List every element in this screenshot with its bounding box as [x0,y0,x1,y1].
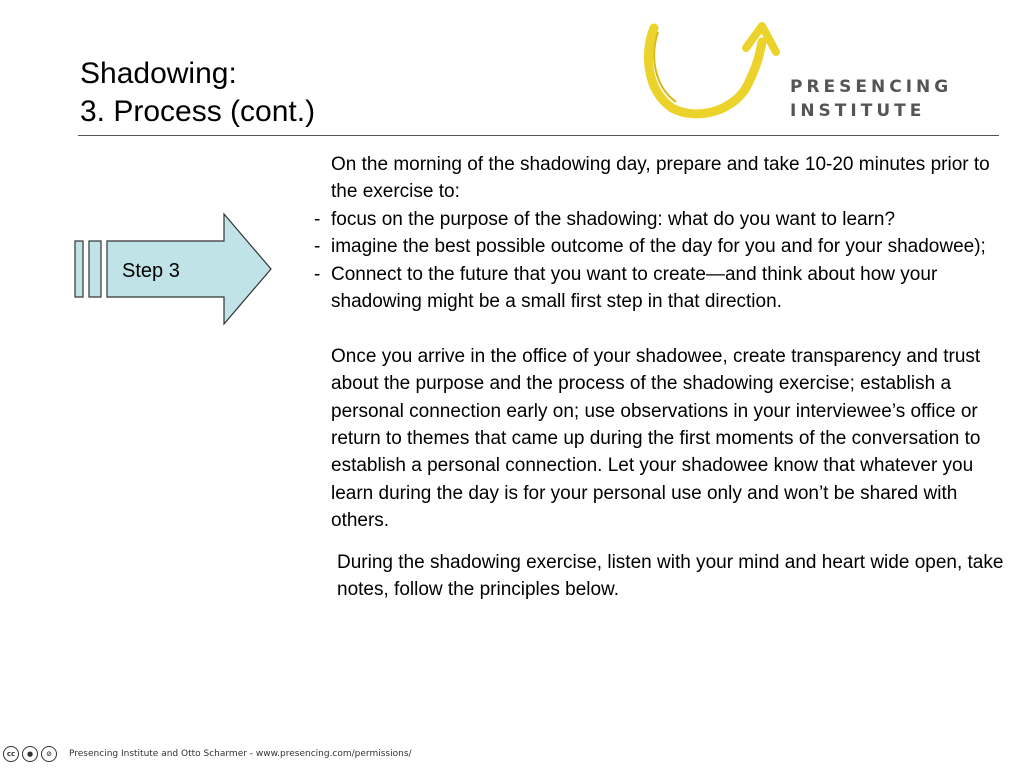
step-label: Step 3 [122,260,180,282]
license-footer [0,744,412,764]
exercise-paragraph: During the shadowing exercise, listen with your mind and heart wide open, take notes, follow the principles below. [337,551,1004,601]
arrival-paragraph: Once you arrive in the office of your shadowee, create transparency and trust about the purpose and the process of the shadowing exercise; establish a personal connection early on; use observations in your interviewee’s office or return to themes that came up during the first moments of the conversation to establish a personal connection. Let your shadowee know that whatever you learn during the day is for your personal use only and won’t be shared with others. [331,345,981,532]
title-divider [78,135,999,136]
content-body [314,151,1004,603]
bullet-dash: - [314,263,321,285]
paragraph-gap [314,315,1004,342]
bullet-dash: - [314,236,321,258]
by-icon: ● [22,746,38,762]
intro-paragraph: On the morning of the shadowing day, prepare and take 10-20 minutes prior to the exercise to: [331,154,990,203]
list-item [314,261,1004,316]
u-arrow-logo-icon [636,22,786,126]
logo-wordmark [790,75,952,123]
logo-line-1: PRESENCING [790,77,953,97]
presencing-institute-logo [636,22,976,126]
list-item-text: imagine the best possible outcome of the day for you and for your shadowee); [331,236,986,258]
logo-line-2: INSTITUTE [790,101,926,121]
nc-icon: ⊘ [41,746,57,762]
title-line-2: 3. Process (cont.) [80,95,316,128]
title-line-1: Shadowing: [80,57,237,90]
list-item [314,233,1004,260]
list-item-text: Connect to the future that you want to create—and think about how your shadowing might be a small first step in that direction. [331,263,938,313]
footer-text: Presencing Institute and Otto Scharmer - www.presencing.com/permissions/ [69,749,412,759]
cc-icon: cc [3,746,19,762]
page-title [80,55,315,131]
bullet-dash: - [314,208,321,230]
list-item [314,206,1004,233]
list-item-text: focus on the purpose of the shadowing: what do you want to learn? [331,208,896,230]
